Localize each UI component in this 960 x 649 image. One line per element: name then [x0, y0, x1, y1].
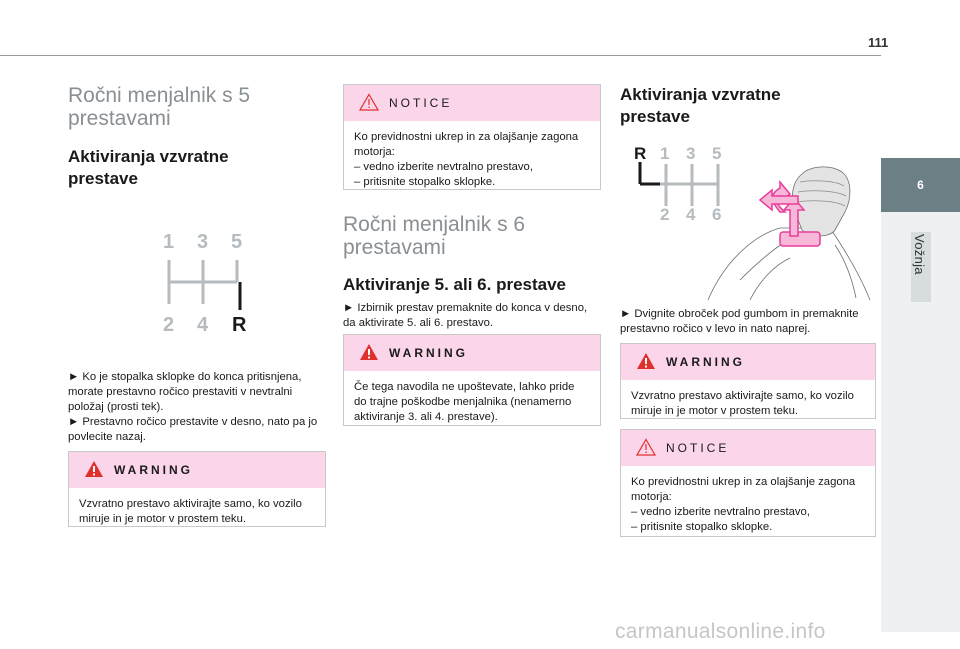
col3-warning-body: [621, 380, 875, 429]
chapter-tab-number[interactable]: 6: [881, 158, 960, 212]
col2-subtitle-wrap: [343, 274, 603, 296]
col1-warning-body: [69, 488, 325, 537]
warning-icon: [359, 343, 379, 361]
col3-warning-text: Vzvratno prestavo aktivirajte samo, ko vozilo miruje in je motor v prostem teku.: [631, 390, 854, 417]
gear-lever-illustration: [630, 140, 875, 305]
col3-notice-text: Ko previdnostni ukrep in za olajšanje zagona motorja: – vedno izberite nevtralno prestavo, – pritisnite stopalko sklopke.: [631, 476, 856, 533]
col1-subtitle: Aktiviranja vzvratne prestave: [68, 147, 229, 188]
warning-icon: [84, 460, 104, 478]
col3-notice-title: NOTICE: [666, 441, 730, 455]
col2-notice-title: NOTICE: [389, 96, 453, 110]
col1-body: [68, 370, 326, 445]
gear-pattern-lines: [169, 260, 237, 304]
gear-label-2: 2: [163, 314, 175, 336]
col2-body-text: ► Izbirnik prestav premaknite do konca v desno, da aktivirate 5. ali 6. prestavo.: [343, 302, 588, 329]
col2-warning-box: [343, 334, 601, 426]
gear6-label-1: 1: [660, 144, 670, 163]
col3-body-text: ► Dvignite obroček pod gumbom in premaknite prestavno ročico v levo in nato naprej.: [620, 308, 859, 335]
col2-section-title: Ročni menjalnik s 6 prestavami: [343, 213, 526, 259]
col2-body: [343, 301, 601, 331]
col1-subtitle-wrap: [68, 146, 298, 190]
gear6-label-6: 6: [712, 205, 722, 224]
col1-warning-title: WARNING: [114, 463, 193, 477]
gear-label-3: 3: [197, 231, 209, 253]
gear-label-5: 5: [231, 231, 243, 253]
notice-icon: [636, 438, 656, 456]
chapter-tab-label[interactable]: [911, 232, 931, 302]
col1-warning-box: [68, 451, 326, 527]
col2-warning-title: WARNING: [389, 346, 468, 360]
col3-subtitle-wrap: [620, 84, 840, 128]
col3-body: [620, 307, 878, 337]
col1-warning-text: Vzvratno prestavo aktivirajte samo, ko vozilo miruje in je motor v prostem teku.: [79, 498, 302, 525]
gear-knob: [792, 167, 850, 236]
gear6-label-3: 3: [686, 144, 696, 163]
col2-warning-header: [344, 335, 600, 371]
reverse-gate-path: [640, 162, 660, 184]
col2-notice-box: [343, 84, 601, 190]
col3-notice-header: [621, 430, 875, 466]
watermark: carmanualsonline.info: [615, 620, 826, 643]
col1-body-text: ► Ko je stopalka sklopke do konca pritisnjena, morate prestavno ročico prestaviti v nevtralni položaj (prosti tek). ► Prestavno ročico prestavite v desno, nato pa jo povlecite nazaj.: [68, 371, 318, 443]
col3-subtitle: Aktiviranja vzvratne prestave: [620, 85, 781, 126]
col2-warning-body: [344, 371, 600, 435]
notice-icon: [359, 93, 379, 111]
gear-label-r: R: [232, 314, 247, 336]
col3-notice-body: [621, 466, 875, 545]
gear-label-4: 4: [197, 314, 209, 336]
chapter-tab-label-text: Vožnja: [912, 234, 927, 275]
gear-pattern-5-speed: [160, 228, 260, 338]
gear6-label-2: 2: [660, 205, 670, 224]
page-number: 111: [868, 35, 889, 50]
col2-notice-header: [344, 85, 600, 121]
col2-notice-body: [344, 121, 600, 200]
gear-label-1: 1: [163, 231, 175, 253]
col1-section: [68, 84, 328, 130]
col1-section-title: Ročni menjalnik s 5 prestavami: [68, 84, 251, 130]
col3-warning-box: [620, 343, 876, 419]
col2-subtitle: Aktiviranje 5. ali 6. prestave: [343, 275, 567, 294]
col1-warning-header: [69, 452, 325, 488]
warning-icon: [636, 352, 656, 370]
gear6-label-5: 5: [712, 144, 722, 163]
top-divider: [0, 55, 881, 56]
col3-warning-header: [621, 344, 875, 380]
gear6-label-4: 4: [686, 205, 696, 224]
col2-warning-text: Če tega navodila ne upoštevate, lahko pride do trajne poškodbe menjalnika (nenamerno aktiviranje 3. ali 4. prestave).: [354, 381, 575, 423]
col3-notice-box: [620, 429, 876, 537]
col2-notice-text: Ko previdnostni ukrep in za olajšanje zagona motorja: – vedno izberite nevtralno prestavo, – pritisnite stopalko sklopke.: [354, 131, 579, 188]
col3-warning-title: WARNING: [666, 355, 745, 369]
gear6-label-r: R: [634, 144, 647, 163]
col2-section: [343, 213, 603, 259]
